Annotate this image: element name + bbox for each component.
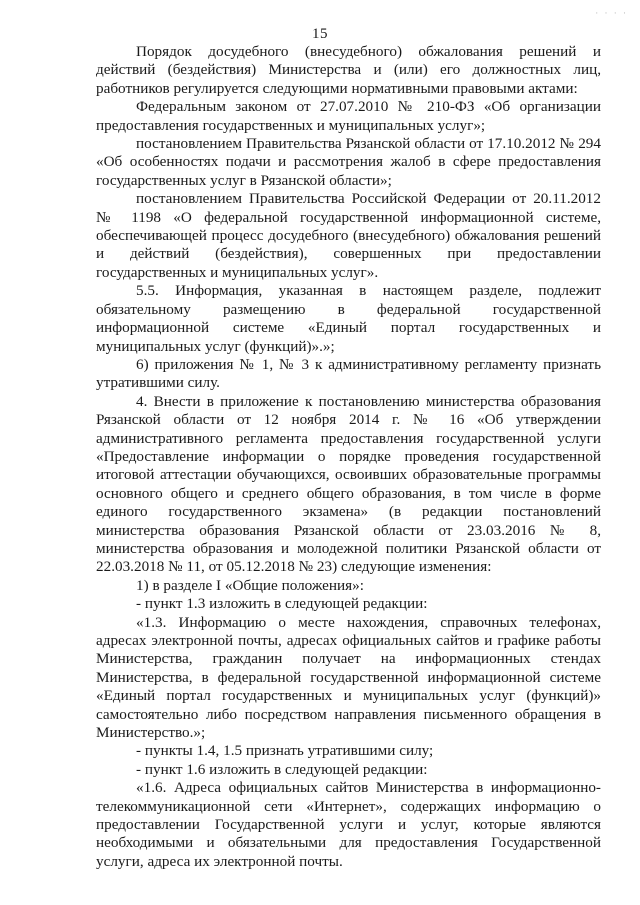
paragraph-rf-resolution: постановлением Правительства Российской Федерации от 20.11.2012 № 1198 «О федеральной государственной информационной системе, обеспечивающей процесс досудебного (внесудебного) обжалования решений и действий (бездействия), совершенных при предоставлении государственных и муниципальных услуг».	[96, 190, 601, 281]
document-body	[96, 43, 601, 871]
paragraph-item-1-3: - пункт 1.3 изложить в следующей редакции:	[136, 595, 428, 613]
paragraph-5-5: 5.5. Информация, указанная в настоящем разделе, подлежит обязательному размещению в федеральной государственной информационной системе «Единый портал государственных и муниципальных услуг (функций)».»;	[96, 282, 601, 355]
paragraph-4-amendments: 4. Внести в приложение к постановлению министерства образования Рязанской области от 12 ноября 2014 г. № 16 «Об утверждении административного регламента предоставления государственной услуги «Предоставление информации о порядке проведения государственной итоговой аттестации обучающихся, освоивших образовательные программы основного общего и среднего общего образования, в том числе в форме единого государственного экзамена» (в редакции постановлений министерства образования Рязанской области от 23.03.2016 № 8, министерства образования и молодежной политики Рязанской области от 22.03.2018 № 11, от 05.12.2018 № 23) следующие изменения:	[96, 392, 601, 576]
paragraph-items-1-4-1-5: - пункты 1.4, 1.5 признать утратившими силу;	[136, 742, 434, 760]
corner-mark: · · · ·	[595, 8, 628, 18]
paragraph-item-1-6: - пункт 1.6 изложить в следующей редакции:	[136, 760, 428, 778]
paragraph-federal-law: Федеральным законом от 27.07.2010 № 210-ФЗ «Об организации предоставления государственных и муниципальных услуг»;	[96, 98, 601, 134]
paragraph-1-3-text: «1.3. Информацию о месте нахождения, справочных телефонах, адресах электронной почты, адресах официальных сайтов и графике работы Министерства, гражданин получает на информационных стендах Министерства, в федеральной государственной информационной системе «Единый портал государственных и муниципальных услуг (функций)» самостоятельно либо посредством направления письменного обращения в Министерство.»;	[96, 613, 601, 742]
page-number: 15	[312, 26, 328, 42]
paragraph-ryazan-resolution: постановлением Правительства Рязанской области от 17.10.2012 № 294 «Об особенностях подачи и рассмотрения жалоб в сфере предоставления государственных услуг в Рязанской области»;	[96, 135, 601, 189]
paragraph-appeal-procedure: Порядок досудебного (внесудебного) обжалования решений и действий (бездействия) Министерства и (или) его должностных лиц, работников регулируется следующими нормативными правовыми актами:	[96, 43, 601, 97]
paragraph-6-annexes: 6) приложения № 1, № 3 к административному регламенту признать утратившими силу.	[96, 355, 601, 392]
paragraph-1-6-text: «1.6. Адреса официальных сайтов Министерства в информационно-телекоммуникационной сети «Интернет», содержащих информацию о предоставлении Государственной услуги и услуг, которые являются необходимыми и обязательными для предоставления Государственной услуги, адреса их электронной почты.	[96, 779, 601, 870]
paragraph-section-1: 1) в разделе I «Общие положения»:	[136, 576, 364, 594]
